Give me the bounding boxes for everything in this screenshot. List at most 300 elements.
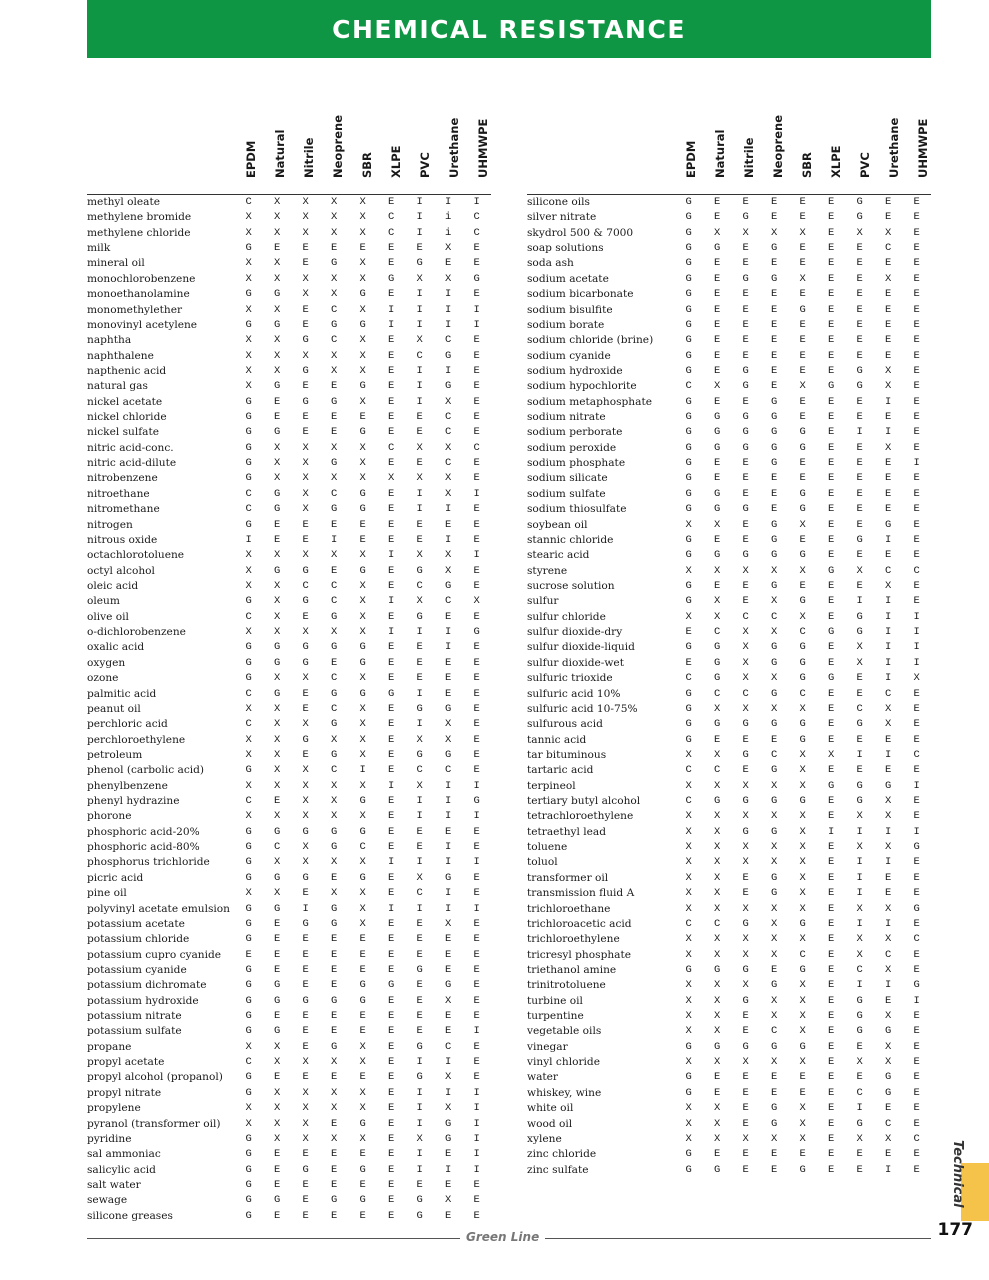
table-row [87,825,491,840]
rating-cell: E [828,702,835,715]
rating-cell: C [245,610,252,623]
rating-cell: C [445,334,452,347]
rating-cell: E [771,1086,778,1099]
table-row [87,978,491,993]
column-header-label: XLPE [389,145,403,178]
rating-cell: E [828,1025,835,1038]
rating-cell: X [416,595,423,608]
rating-cell: C [714,626,721,639]
rating-cell: X [359,395,366,408]
rating-cell: X [331,226,338,239]
rating-cell: E [742,1010,749,1023]
rating-cell: E [742,1117,749,1130]
column-header-row [527,114,931,194]
rating-cell: C [359,841,366,854]
rating-cell: E [828,487,835,500]
table-row [87,410,491,425]
rating-cell: G [445,349,452,362]
chemical-name: xylene [527,1132,562,1145]
rating-cell: I [856,595,863,608]
rating-cell: I [856,871,863,884]
rating-cell: G [742,963,749,976]
rating-cell: E [416,979,423,992]
rating-cell: E [856,334,863,347]
rating-cell: E [388,1117,395,1130]
rating-cell: G [799,426,806,439]
rating-cell: C [245,687,252,700]
rating-cell: I [445,1056,452,1069]
rating-cell: I [856,979,863,992]
column-header [713,118,729,192]
table-row [87,1024,491,1039]
rating-cell: E [274,963,281,976]
table-row [527,1132,931,1147]
rating-cell: E [416,426,423,439]
rating-cell: G [445,1117,452,1130]
rating-cell: G [685,641,692,654]
rating-cell: E [828,472,835,485]
rating-cell: G [245,472,252,485]
rating-cell: E [913,887,920,900]
rating-cell: E [302,979,309,992]
rating-cell: I [473,318,480,331]
rating-cell: X [799,856,806,869]
rating-cell: G [685,595,692,608]
column-header-label: Natural [713,129,727,178]
rating-cell: G [359,288,366,301]
rating-cell: X [359,272,366,285]
table-row [527,502,931,517]
table-row [527,241,931,256]
rating-cell: I [416,318,423,331]
rating-cell: I [445,856,452,869]
rating-cell: X [245,226,252,239]
rating-cell: X [885,1056,892,1069]
rating-cell: G [742,825,749,838]
rating-cell: E [274,1209,281,1222]
rating-cell: E [828,1117,835,1130]
table-row [87,1193,491,1208]
rating-cell: X [331,272,338,285]
rating-cell: E [359,411,366,424]
rating-cell: E [913,795,920,808]
rating-cell: X [885,1040,892,1053]
rating-cell: E [331,979,338,992]
rating-cell: E [799,257,806,270]
rating-cell: E [856,764,863,777]
rating-cell: E [828,257,835,270]
rating-cell: E [742,595,749,608]
rating-cell: X [359,887,366,900]
rating-cell: E [331,411,338,424]
column-header [916,118,932,192]
chemical-name: white oil [527,1102,574,1115]
rating-cell: X [742,702,749,715]
rating-cell: E [445,933,452,946]
rating-cell: X [359,917,366,930]
rating-cell: E [913,718,920,731]
rating-cell: C [245,196,252,208]
rating-cell: G [245,1194,252,1207]
rating-cell: I [416,1086,423,1099]
column-header [302,118,318,192]
rating-cell: E [473,518,480,531]
rating-cell: X [799,226,806,239]
rating-cell: X [799,933,806,946]
rating-cell: I [856,887,863,900]
rating-cell: C [885,242,892,255]
rating-cell: G [245,1086,252,1099]
table-row [87,671,491,686]
rating-cell: E [473,948,480,961]
rating-cell: X [359,748,366,761]
rating-cell: I [473,1086,480,1099]
rating-cell: C [274,841,281,854]
rating-cell: E [331,1148,338,1161]
rating-cell: E [359,1148,366,1161]
rating-cell: X [359,257,366,270]
rating-cell: E [913,963,920,976]
chemical-name: octyl alcohol [87,564,155,577]
chemical-name: tartaric acid [527,764,594,777]
rating-cell: E [473,1056,480,1069]
rating-cell: G [771,426,778,439]
table-row [87,809,491,824]
rating-cell: I [416,810,423,823]
rating-cell: X [445,917,452,930]
table-row [87,748,491,763]
rating-cell: E [331,242,338,255]
rating-cell: G [799,718,806,731]
chemical-name: propane [87,1040,132,1053]
chemical-name: soap solutions [527,242,604,255]
rating-cell: X [302,226,309,239]
table-row [87,364,491,379]
rating-cell: E [799,1086,806,1099]
rating-cell: E [302,533,309,546]
rating-cell: E [913,272,920,285]
table-row [87,625,491,640]
table-row [527,948,931,963]
rating-cell: X [302,795,309,808]
rating-cell: X [714,825,721,838]
rating-cell: E [799,395,806,408]
column-header-label: Natural [273,129,287,178]
rating-cell: E [473,963,480,976]
rating-cell: X [885,272,892,285]
rating-cell: E [913,257,920,270]
table-row [87,1147,491,1162]
rating-cell: I [445,533,452,546]
rating-cell: E [856,1163,863,1176]
rating-cell: X [331,779,338,792]
table-row [87,871,491,886]
table-row [87,932,491,947]
rating-cell: C [799,687,806,700]
table-row [87,640,491,655]
rating-cell: E [856,672,863,685]
rating-cell: X [359,1132,366,1145]
rating-cell: G [799,1040,806,1053]
rating-cell: E [416,242,423,255]
rating-cell: X [771,994,778,1007]
rating-cell: G [245,426,252,439]
rating-cell: G [359,656,366,669]
rating-cell: E [828,871,835,884]
column-header [887,118,903,192]
rating-cell: I [885,641,892,654]
rating-cell: I [445,196,452,208]
rating-cell: E [274,518,281,531]
rating-cell: E [771,1071,778,1084]
rating-cell: X [274,779,281,792]
rating-cell: E [473,364,480,377]
rating-cell: G [685,242,692,255]
chemical-name: silicone oils [527,196,590,208]
rating-cell: G [771,272,778,285]
rating-cell: G [245,764,252,777]
rating-cell: E [885,211,892,224]
rating-cell: G [359,503,366,516]
rating-cell: E [714,318,721,331]
rating-cell: I [245,533,252,546]
column-header-label: XLPE [829,145,843,178]
rating-cell: X [714,1025,721,1038]
rating-cell: I [885,1163,892,1176]
rating-cell: I [416,395,423,408]
table-row [527,702,931,717]
rating-cell: E [473,917,480,930]
rating-cell: C [885,564,892,577]
rating-cell: E [742,1025,749,1038]
rating-cell: G [856,779,863,792]
rating-cell: E [473,887,480,900]
rating-cell: X [302,487,309,500]
chemical-name: soybean oil [527,518,588,531]
chemical-name: trichloroethane [527,902,611,915]
rating-cell: G [302,917,309,930]
rating-cell: E [742,733,749,746]
rating-cell: E [388,948,395,961]
chemical-name: phosphoric acid-20% [87,825,200,838]
rating-cell: X [274,1056,281,1069]
column-header-label: PVC [418,152,432,178]
rating-cell: G [742,795,749,808]
rating-cell: E [473,288,480,301]
rating-cell: E [416,457,423,470]
rating-cell: X [714,1056,721,1069]
rating-cell: X [885,364,892,377]
rating-cell: G [302,656,309,669]
rating-cell: E [913,487,920,500]
rating-cell: X [302,272,309,285]
rating-cell: E [771,334,778,347]
rating-cell: I [885,917,892,930]
rating-cell: E [388,533,395,546]
chemical-name: sulfur dioxide-wet [527,656,624,669]
chemical-name: tricresyl phosphate [527,948,632,961]
rating-cell: G [742,503,749,516]
rating-cell: E [388,933,395,946]
chemical-name: phosphoric acid-80% [87,841,200,854]
rating-cell: X [331,856,338,869]
rating-cell: X [359,196,366,208]
chemical-name: sulfur dioxide-dry [527,626,623,639]
table-row [527,318,931,333]
rating-cell: C [445,764,452,777]
table-row [87,318,491,333]
rating-cell: G [274,656,281,669]
rating-cell: G [245,933,252,946]
rating-cell: E [302,1194,309,1207]
rating-cell: X [274,856,281,869]
chemical-name: ozone [87,672,119,685]
rating-cell: X [274,457,281,470]
rating-cell: E [828,856,835,869]
table-row [87,272,491,287]
rating-cell: G [856,718,863,731]
rating-cell: E [416,411,423,424]
rating-cell: X [742,226,749,239]
column-header-label: Urethane [447,117,461,178]
rating-cell: E [388,656,395,669]
rating-cell: X [274,1040,281,1053]
rating-cell: X [799,272,806,285]
rating-cell: E [828,687,835,700]
rating-cell: G [885,1025,892,1038]
rating-cell: G [799,595,806,608]
rating-cell: G [771,1040,778,1053]
rating-cell: G [913,979,920,992]
chemical-name: sulfur dioxide-liquid [527,641,635,654]
rating-cell: G [771,457,778,470]
rating-cell: G [245,641,252,654]
rating-cell: E [828,1071,835,1084]
table-row [527,594,931,609]
rating-cell: E [302,380,309,393]
rating-cell: I [445,364,452,377]
rating-cell: I [473,549,480,562]
rating-cell: G [799,963,806,976]
rating-cell: E [828,1040,835,1053]
rating-cell: E [828,272,835,285]
rating-cell: X [685,841,692,854]
rating-cell: G [771,1117,778,1130]
table-row [87,256,491,271]
rating-cell: E [856,395,863,408]
rating-cell: E [828,242,835,255]
rating-cell: E [913,1148,920,1161]
table-row [527,871,931,886]
table-row [527,456,931,471]
chemical-name: sodium nitrate [527,411,606,424]
chemical-name: sulfuric trioxide [527,672,613,685]
table-row [527,1040,931,1055]
rating-cell: G [245,963,252,976]
rating-cell: X [445,733,452,746]
rating-cell: E [828,917,835,930]
chemical-name: olive oil [87,610,129,623]
rating-cell: X [714,595,721,608]
rating-cell: X [799,779,806,792]
rating-cell: E [828,887,835,900]
chemical-name: potassium hydroxide [87,994,199,1007]
rating-cell: E [828,349,835,362]
rating-cell: X [685,610,692,623]
rating-cell: E [885,487,892,500]
rating-cell: X [685,1056,692,1069]
rating-cell: G [685,579,692,592]
rating-cell: E [473,672,480,685]
rating-cell: E [388,825,395,838]
rating-cell: C [445,411,452,424]
chemical-name: sodium metaphosphate [527,395,652,408]
rating-cell: E [828,963,835,976]
rating-cell: X [302,810,309,823]
rating-cell: X [771,702,778,715]
rating-cell: I [885,595,892,608]
rating-cell: X [885,795,892,808]
rating-cell: E [742,242,749,255]
rating-cell: G [885,779,892,792]
rating-cell: E [828,288,835,301]
rating-cell: E [388,641,395,654]
rating-cell: G [416,702,423,715]
rating-cell: E [388,1010,395,1023]
rating-cell: X [302,856,309,869]
rating-cell: X [274,549,281,562]
rating-cell: E [913,687,920,700]
rating-cell: I [445,887,452,900]
rating-cell: E [473,380,480,393]
rating-cell: X [331,441,338,454]
rating-cell: I [885,426,892,439]
rating-cell: C [771,610,778,623]
rating-cell: E [714,733,721,746]
column-header [742,118,758,192]
rating-cell: G [742,411,749,424]
rating-cell: E [799,211,806,224]
rating-cell: G [714,672,721,685]
chemical-name: nitric acid-dilute [87,457,177,470]
rating-cell: I [856,426,863,439]
chemical-name: nickel chloride [87,411,167,424]
column-header-label: UHMWPE [916,118,930,178]
rating-cell: X [245,257,252,270]
rating-cell: X [799,1056,806,1069]
table-row [527,671,931,686]
chemical-name: nitromethane [87,503,160,516]
table-row [527,932,931,947]
chemical-name: phosphorus trichloride [87,856,210,869]
rating-cell: E [302,1010,309,1023]
rating-cell: I [473,856,480,869]
rating-cell: X [416,733,423,746]
chemical-name: transmission fluid A [527,887,635,900]
table-row [87,303,491,318]
rating-cell: G [245,1132,252,1145]
rating-cell: E [714,288,721,301]
chemical-name: silver nitrate [527,211,597,224]
rating-cell: E [828,518,835,531]
rating-cell: X [359,733,366,746]
rating-cell: E [302,1040,309,1053]
rating-cell: E [473,395,480,408]
rating-cell: E [742,318,749,331]
table-row [527,640,931,655]
chemical-name: phenyl hydrazine [87,795,180,808]
rating-cell: G [771,641,778,654]
